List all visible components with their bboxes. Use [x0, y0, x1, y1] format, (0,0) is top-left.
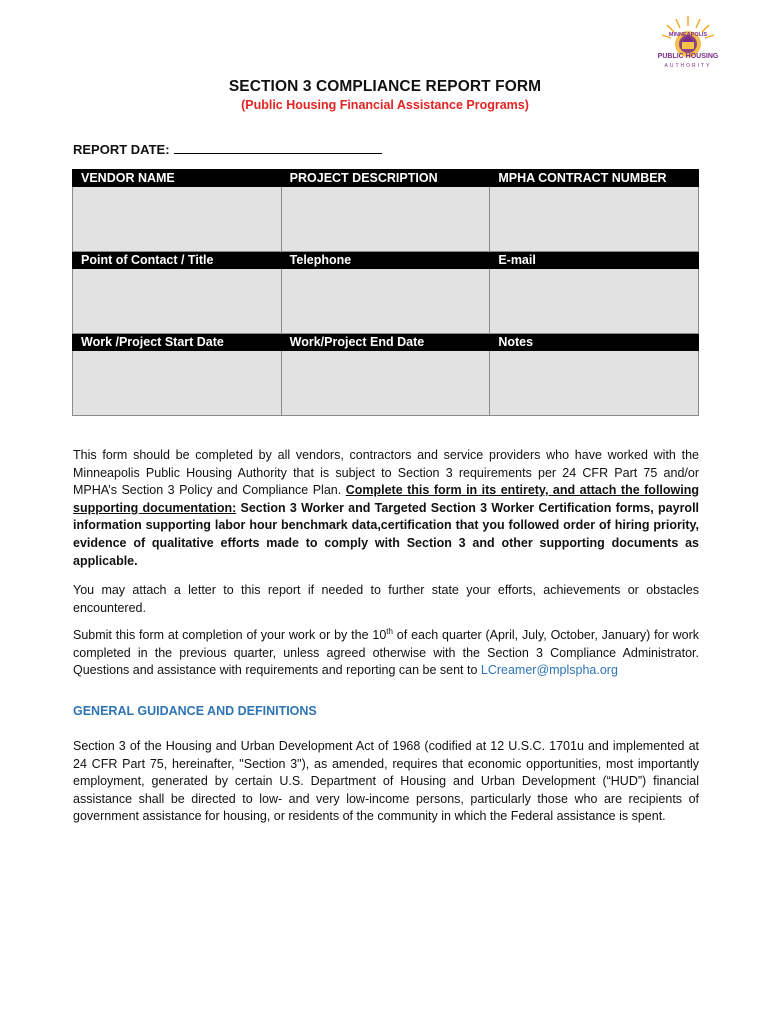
telephone-field[interactable]	[281, 269, 490, 334]
email-field[interactable]	[490, 269, 699, 334]
project-description-field[interactable]	[281, 187, 490, 252]
report-date-field	[73, 142, 382, 157]
report-date-input-line[interactable]	[174, 143, 382, 154]
submission-text: Submit this form at completion of your work or by the 10	[73, 628, 387, 642]
contract-number-header: MPHA CONTRACT NUMBER	[490, 170, 699, 187]
contract-number-field[interactable]	[490, 187, 699, 252]
instructions-paragraph	[73, 447, 699, 570]
contact-title-field[interactable]	[73, 269, 282, 334]
form-subtitle: (Public Housing Financial Assistance Programs)	[241, 98, 529, 112]
svg-text:AUTHORITY: AUTHORITY	[664, 63, 712, 69]
submission-paragraph	[73, 627, 699, 680]
vendor-name-field[interactable]	[73, 187, 282, 252]
start-date-header: Work /Project Start Date	[73, 334, 282, 351]
vendor-name-header: VENDOR NAME	[73, 170, 282, 187]
start-date-field[interactable]	[73, 351, 282, 416]
attach-letter-paragraph: You may attach a letter to this report if needed to further state your efforts, achievements or obstacles encountered.	[73, 583, 699, 615]
end-date-header: Work/Project End Date	[281, 334, 490, 351]
form-title: SECTION 3 COMPLIANCE REPORT FORM	[228, 78, 542, 95]
section3-definition-paragraph: Section 3 of the Housing and Urban Development Act of 1968 (codified at 12 U.S.C. 1701u and implemented at 24 CFR Part 75, hereinafter, "Section 3"), as amended, requires that economic opportunities, most importantly employment, generated by certain U.S. Department of Housing and Urban Development (“HUD”) financial assistance shall be directed to low- and very low-income persons, particularly those who are recipients of government assistance for housing, or residents of the community in which the Federal assistance is spent.	[73, 739, 699, 824]
email-header: E-mail	[490, 252, 699, 269]
contact-title-header: Point of Contact / Title	[73, 252, 282, 269]
notes-field[interactable]	[490, 351, 699, 416]
instructions-intro: This form should be completed by all vendors, contractors and service providers who have worked with the Minneapolis Public Housing Authority that is subject to Section 3 requirements per 24 CFR Part 75 and/or MPHA’s Section 3 Policy and Compliance Plan.	[73, 448, 699, 498]
mpha-logo	[648, 14, 728, 76]
notes-header: Notes	[490, 334, 699, 351]
telephone-header: Telephone	[281, 252, 490, 269]
vendor-info-table	[72, 169, 699, 416]
required-documents: Section 3 Worker and Targeted Section 3 Worker Certification forms, payroll information supporting labor hour benchmark data,certification that you followed order of hiring priority, evidence of qualitative efforts made to comply with Section 3 and other supporting documents as applicable.	[73, 500, 700, 568]
report-date-label: REPORT DATE:	[73, 142, 170, 157]
contact-email-link[interactable]: LCreamer@mplspha.org	[480, 663, 618, 678]
submission-text-cont: of each quarter (April, July, October, January) for work completed in the previous quarter, unless agreed otherwise with the Section 3 Compliance Administrator. Questions and assistance with requirements and reporting can be sent to	[73, 628, 699, 678]
guidance-heading: GENERAL GUIDANCE AND DEFINITIONS	[73, 704, 317, 718]
ordinal-suffix: th	[386, 626, 393, 636]
svg-text:PUBLIC HOUSING: PUBLIC HOUSING	[657, 53, 719, 60]
svg-text:MINNEAPOLIS: MINNEAPOLIS	[668, 32, 708, 38]
end-date-field[interactable]	[281, 351, 490, 416]
project-description-header: PROJECT DESCRIPTION	[281, 170, 490, 187]
instructions-emphasis: Complete this form in its entirety, and attach the following supporting documentation:	[73, 483, 699, 515]
